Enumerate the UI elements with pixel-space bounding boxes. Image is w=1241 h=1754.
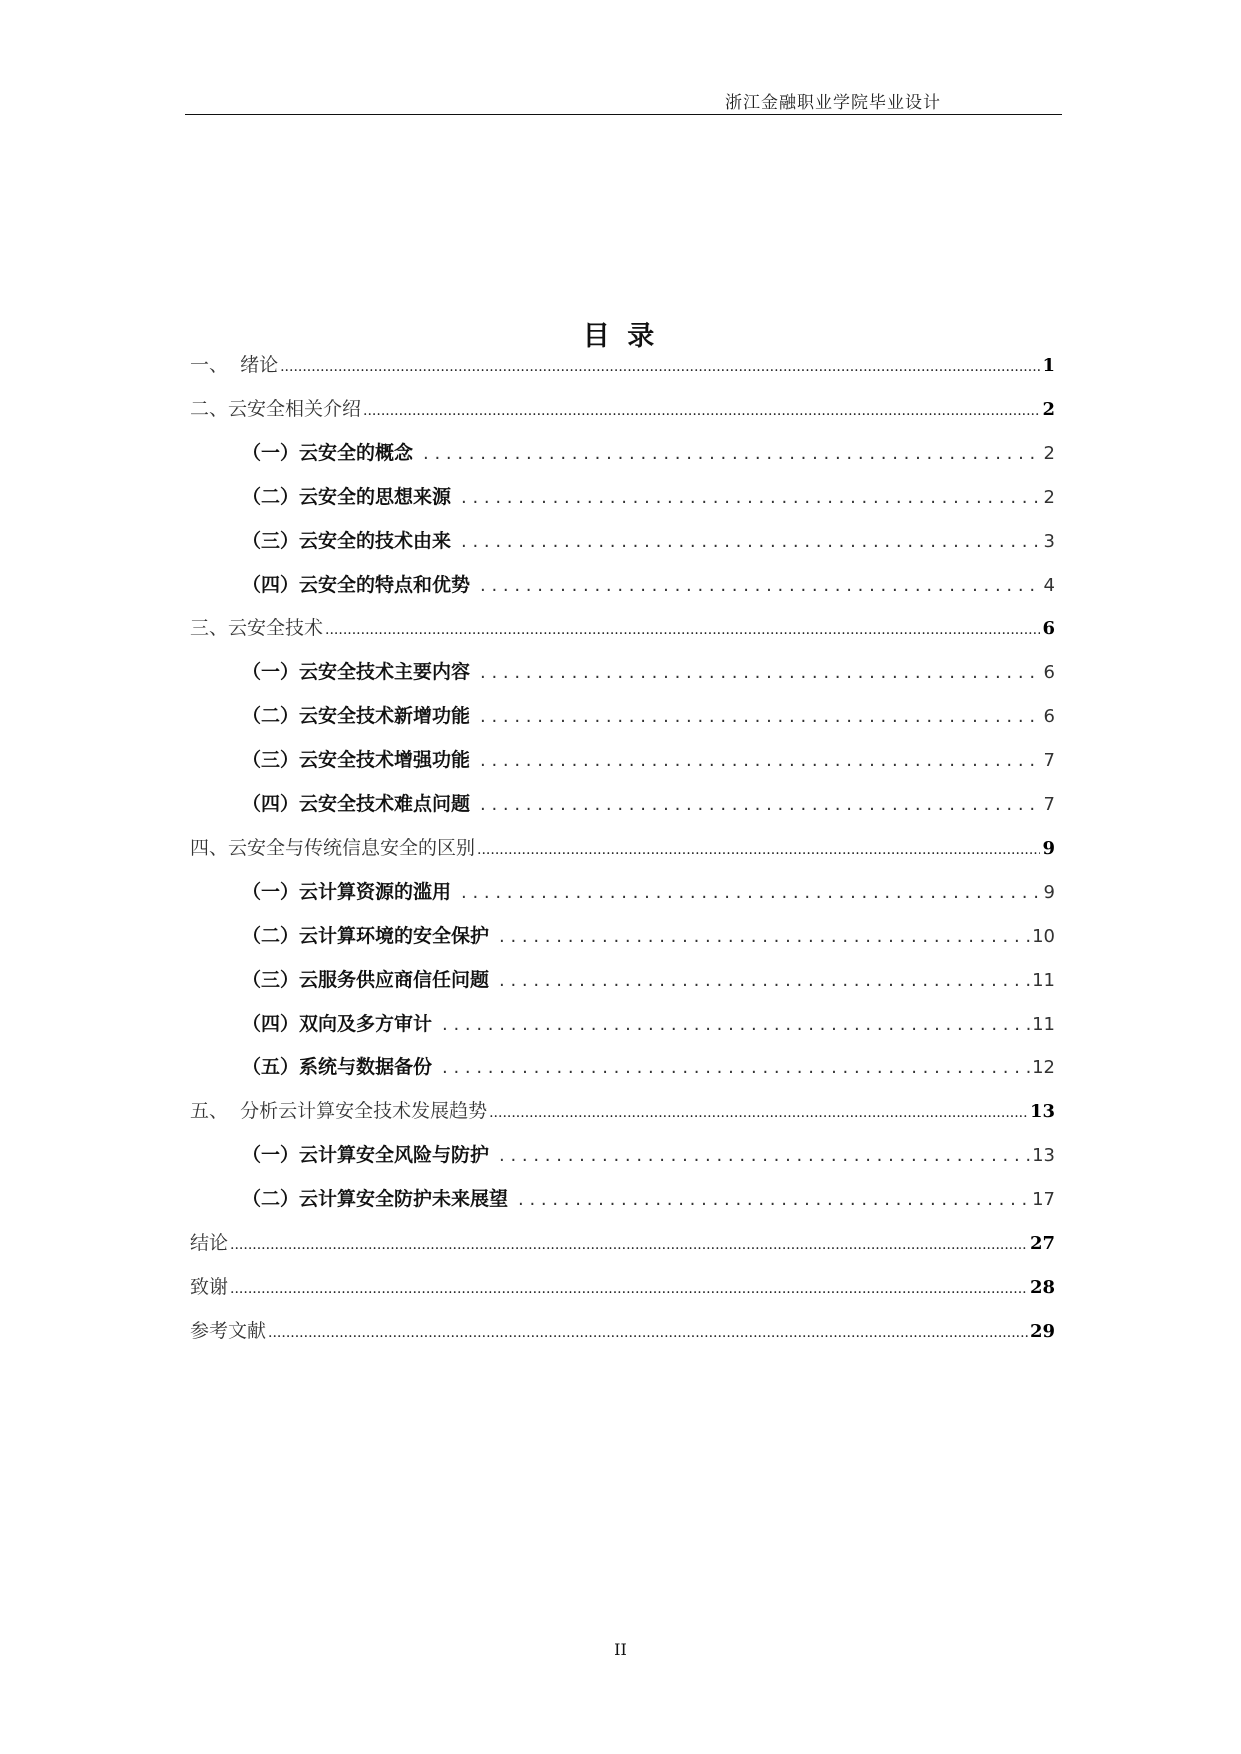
toc-entry-page: 2 [1042,398,1055,420]
toc-entry-title: 云安全的思想来源 [299,485,452,508]
dot-leader [442,1007,1030,1042]
dot-leader [477,831,1040,867]
toc-entry-page: 12 [1032,1057,1055,1079]
toc-entry-number: （二） [242,705,300,728]
toc-entry-number: （三） [242,529,300,552]
toc-entry-number: 四、 [190,836,229,859]
toc-entry-page: 1 [1042,355,1055,376]
dot-leader [480,699,1042,734]
toc-entry-title: 云服务供应商信任问题 [299,968,490,991]
toc-entry[interactable] [242,1007,1055,1041]
toc-entry[interactable] [242,524,1055,558]
toc-entry-number: （四） [242,1012,300,1035]
toc-entry-title: 云计算环境的安全保护 [299,924,490,947]
dot-leader [480,568,1042,603]
toc-entry-number: 三、 [190,617,229,640]
toc-entry-number: （一） [242,1144,300,1167]
dot-leader [480,787,1042,822]
toc-entry-number: （一） [242,661,300,684]
toc-entry[interactable] [190,1270,1055,1304]
toc-entry-title: 结论 [190,1232,229,1254]
toc-entry-number: （四） [242,793,300,815]
toc-entry-title: 绪论 [240,354,279,376]
toc-entry-page: 13 [1032,1145,1055,1167]
toc-entry-page: 3 [1043,530,1055,552]
dot-leader [499,963,1030,998]
toc-entry[interactable] [190,392,1055,426]
toc-entry-title: 云安全技术主要内容 [299,661,471,684]
dot-leader [480,655,1042,690]
dot-leader [499,919,1030,954]
toc-entry[interactable] [242,1182,1055,1216]
toc-entry[interactable] [242,963,1055,997]
toc-entry-title: 参考文献 [190,1319,267,1342]
toc-entry-number: 五、 [190,1100,241,1123]
toc-entry-page: 27 [1029,1233,1055,1254]
toc-entry-number: （二） [242,1188,300,1211]
toc-entry-number: （三） [242,749,300,772]
toc-entry-page: 6 [1043,706,1055,728]
toc-entry-title: 云计算资源的滥用 [299,880,452,903]
toc-entry-title: 云安全与传统信息安全的区别 [228,836,476,859]
toc-entry-page: 6 [1042,618,1055,640]
toc-entry[interactable] [242,436,1055,470]
toc-entry-title: 云安全的技术由来 [299,529,452,552]
dot-leader [230,1270,1028,1306]
toc-entry-title: 云安全相关介绍 [228,397,362,420]
toc-entry-page: 9 [1042,837,1055,859]
running-header: 浙江金融职业学院毕业设计 [725,93,941,113]
toc-entry-title: 云安全的概念 [299,441,414,464]
toc-entry-title: 云安全技术增强功能 [299,749,471,772]
toc-entry-page: 7 [1043,794,1055,815]
toc-entry[interactable] [190,831,1055,865]
toc-entry-number: （二） [242,485,300,508]
toc-title: 目 录 [582,321,659,352]
dot-leader [325,611,1040,647]
dot-leader [461,875,1042,910]
toc-entry-page: 11 [1032,969,1055,991]
toc-entry-page: 10 [1032,925,1055,947]
dot-leader [461,524,1042,559]
toc-entry[interactable] [242,699,1055,733]
toc-entry-number: （五） [242,1056,300,1079]
toc-entry[interactable] [242,1050,1055,1084]
dot-leader [489,1094,1028,1130]
toc-entry[interactable] [242,875,1055,909]
toc-entry[interactable] [190,1094,1055,1128]
dot-leader [363,392,1040,428]
toc-entry[interactable] [190,611,1055,645]
dot-leader [230,1226,1028,1262]
toc-entry[interactable] [242,1138,1055,1172]
toc-entry-title: 云安全技术新增功能 [299,705,471,728]
toc-entry-page: 17 [1032,1189,1055,1211]
dot-leader [499,1138,1030,1173]
header-rule [185,114,1062,115]
toc-entry[interactable] [242,655,1055,689]
toc-entry-title: 云计算安全防护未来展望 [299,1188,509,1211]
toc-entry-page: 2 [1043,442,1055,464]
toc-entry[interactable] [242,919,1055,953]
dot-leader [442,1050,1030,1085]
toc-entry[interactable] [190,348,1055,382]
toc-entry[interactable] [242,568,1055,602]
toc-entry-page: 28 [1029,1276,1055,1298]
toc-entry[interactable] [190,1314,1055,1348]
toc-entry[interactable] [242,480,1055,514]
toc-entry-number: （二） [242,924,300,947]
toc-entry-title: 云安全技术 [228,617,324,640]
toc-entry-page: 29 [1029,1320,1055,1342]
toc-entry-title: 系统与数据备份 [299,1056,433,1079]
dot-leader [480,743,1042,778]
toc-entry-title: 双向及多方审计 [299,1012,433,1035]
toc-entry-title: 云安全的特点和优势 [299,573,471,596]
toc-entry[interactable] [242,787,1055,821]
dot-leader [280,348,1040,384]
toc-entry-page: 7 [1043,750,1055,772]
toc-entry-title: 云计算安全风险与防护 [299,1144,490,1167]
toc-entry-page: 9 [1043,881,1055,903]
dot-leader [268,1314,1028,1350]
toc-entry-page: 2 [1043,486,1055,508]
toc-entry-number: （一） [242,880,300,903]
toc-entry-page: 13 [1029,1101,1055,1123]
toc-entry-number: （四） [242,573,300,596]
page-number: II [614,1640,627,1659]
toc-entry-page: 6 [1043,662,1055,684]
toc-entry-number: （一） [242,441,300,464]
toc-entry-page: 11 [1032,1013,1055,1035]
toc-entry-page: 4 [1043,574,1055,596]
toc-entry-number: 一、 [190,354,241,376]
toc-entry-title: 分析云计算安全技术发展趋势 [240,1100,488,1123]
dot-leader [518,1182,1030,1217]
toc-entry-title: 云安全技术难点问题 [299,793,471,815]
dot-leader [423,436,1042,471]
toc-entry-number: 二、 [190,397,229,420]
toc-entry-title: 致谢 [190,1275,229,1298]
toc-entry[interactable] [242,743,1055,777]
dot-leader [461,480,1042,515]
toc-entry-number: （三） [242,968,300,991]
toc-entry[interactable] [190,1226,1055,1260]
